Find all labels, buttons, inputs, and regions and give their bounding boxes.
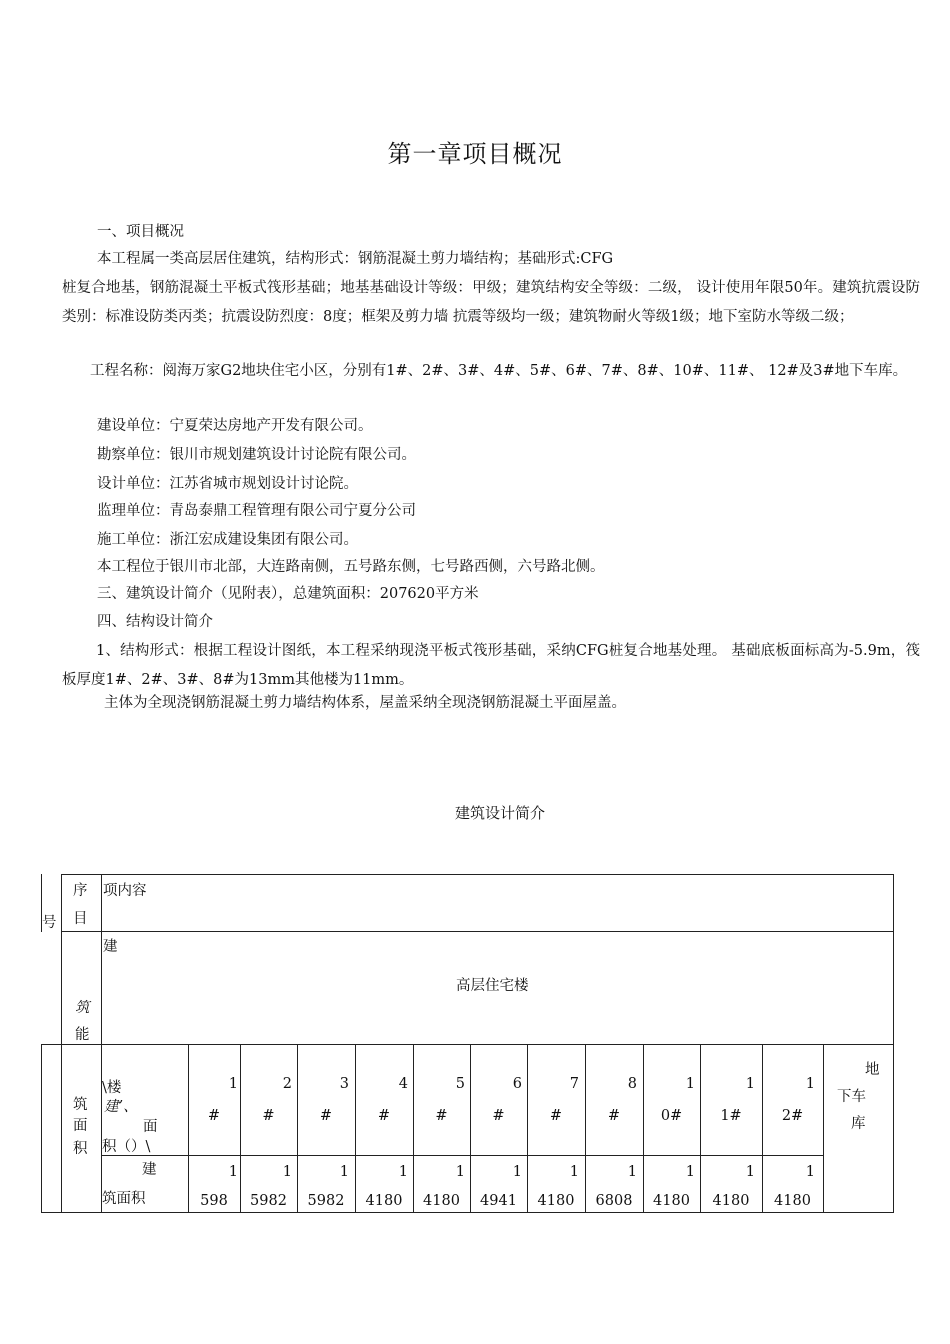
building-3-top: 3	[339, 1076, 349, 1092]
building-5-bot: #	[435, 1108, 448, 1124]
area-7-bot: 4180	[537, 1193, 575, 1209]
section-heading-architecture: 三、建筑设计简介（见附表），总建筑面积：207620平方米	[97, 586, 479, 602]
header-item: 目	[73, 911, 88, 927]
building-6-top: 6	[512, 1076, 522, 1092]
building-12-top: 1	[805, 1076, 815, 1092]
building-8-top: 8	[627, 1076, 637, 1092]
building-2-bot: #	[262, 1108, 275, 1124]
building-3-bot: #	[319, 1108, 333, 1124]
function-value: 高层住宅楼	[456, 978, 529, 994]
unit-design: 设计单位：江苏省城市规划设计讨论院。	[97, 476, 358, 492]
section-heading-structure: 四、结构设计简介	[97, 614, 213, 630]
garage-xiache: 下车	[837, 1089, 866, 1105]
area-label-mian: 面	[73, 1118, 88, 1134]
area-1-top: 1	[228, 1164, 238, 1180]
garage-di: 地	[865, 1062, 880, 1078]
building-4-top: 4	[398, 1076, 408, 1092]
area-4-bot: 4180	[365, 1193, 403, 1209]
diag-building: \楼	[102, 1080, 122, 1096]
page-title: 第一章项目概况	[387, 140, 563, 168]
building-11-bot: 1#	[720, 1108, 742, 1124]
header-number: 号	[42, 915, 57, 931]
unit-contractor: 施工单位：浙江宏成建设集团有限公司。	[97, 532, 358, 548]
function-label-jian: 建	[103, 939, 118, 955]
area-2-bot: 5982	[250, 1193, 287, 1209]
area-2-top: 1	[282, 1164, 292, 1180]
paragraph-building-type: 本工程属一类高层居住建筑，结构形式：钢筋混凝土剪力墙结构；基础形式:CFG	[97, 251, 614, 267]
area-5-top: 1	[455, 1164, 465, 1180]
building-11-top: 1	[745, 1076, 755, 1092]
area-5-bot: 4180	[423, 1193, 460, 1209]
area-1-bot: 598	[200, 1193, 228, 1209]
diag-mian: 面	[143, 1119, 158, 1135]
area-3-bot: 5982	[307, 1193, 345, 1209]
paragraph-project-name: 工程名称：阅海万家G2地块住宅小区，分别有1#、2#、3#、4#、5#、6#、7#、8#、10#、11#、 12#及3#地下车库。	[90, 363, 908, 379]
building-4-bot: #	[377, 1108, 391, 1124]
table-caption: 建筑设计简介	[454, 804, 545, 822]
function-label-zhu: 筑	[75, 1000, 90, 1016]
area-7-top: 1	[569, 1164, 579, 1180]
building-2-top: 2	[282, 1076, 292, 1092]
building-12-bot: 2#	[781, 1108, 804, 1124]
paragraph-structure-form: 1、结构形式：根据工程设计图纸，本工程采纳现浇平板式筏形基础，采纳CFG桩复合地基处理。 基础底板面标高为-5.9m，筏板厚度1#、2#、3#、8#为13mm其他楼为11mm。	[62, 643, 920, 688]
building-1-bot: #	[207, 1108, 221, 1124]
area-8-bot: 6808	[595, 1193, 633, 1209]
header-sequence: 序	[73, 883, 88, 899]
area-label-ji: 积	[73, 1141, 88, 1157]
row-label-area: 筑面积	[102, 1191, 146, 1207]
area-11-top: 1	[745, 1164, 755, 1180]
area-6-top: 1	[512, 1164, 522, 1180]
function-label-neng: 能	[75, 1027, 90, 1043]
section-heading-overview: 一、项目概况	[97, 224, 184, 240]
building-1-top: 1	[228, 1076, 238, 1092]
building-10-top: 1	[685, 1076, 695, 1092]
building-10-bot: 0#	[660, 1108, 683, 1124]
area-4-top: 1	[398, 1164, 408, 1180]
area-12-top: 1	[805, 1164, 815, 1180]
area-6-bot: 4941	[480, 1193, 517, 1209]
paragraph-main-structure: 主体为全现浇钢筋混凝土剪力墙结构体系，屋盖采纳全现浇钢筋混凝土平面屋盖。	[104, 695, 626, 711]
building-5-top: 5	[455, 1076, 465, 1092]
paragraph-foundation: 桩复合地基，钢筋混凝土平板式筏形基础；地基基础设计等级：甲级；建筑结构安全等级：二级， 设计使用年限50年。建筑抗震设防类别：标准设防类丙类；抗震设防烈度：8度；框架及剪力墙 抗震等级均一级；建筑物耐火等级1级；地下室防水等级二级；	[62, 280, 920, 325]
unit-survey: 勘察单位：银川市规划建筑设计讨论院有限公司。	[97, 447, 416, 463]
row-label-jian: 建	[142, 1162, 157, 1178]
garage-ku: 库	[851, 1116, 866, 1132]
area-label-zhu: 筑	[73, 1097, 88, 1113]
paragraph-location: 本工程位于银川市北部，大连路南侧，五号路东侧，七号路西侧，六号路北侧。	[97, 559, 605, 575]
unit-construction: 建设单位：宁夏荣达房地产开发有限公司。	[97, 418, 373, 434]
area-10-bot: 4180	[653, 1193, 690, 1209]
area-10-top: 1	[685, 1164, 695, 1180]
diag-ji: 积（）\	[102, 1139, 151, 1155]
unit-supervision: 监理单位：青岛泰鼎工程管理有限公司宁夏分公司	[97, 503, 416, 519]
header-content: 项内容	[103, 883, 147, 899]
building-7-top: 7	[569, 1076, 579, 1092]
building-7-bot: #	[549, 1108, 563, 1124]
area-3-top: 1	[339, 1164, 349, 1180]
building-6-bot: #	[492, 1108, 505, 1124]
area-12-bot: 4180	[774, 1193, 811, 1209]
diag-jian: 建’、	[104, 1099, 138, 1115]
area-11-bot: 4180	[712, 1193, 750, 1209]
area-8-top: 1	[627, 1164, 637, 1180]
building-8-bot: #	[607, 1108, 621, 1124]
